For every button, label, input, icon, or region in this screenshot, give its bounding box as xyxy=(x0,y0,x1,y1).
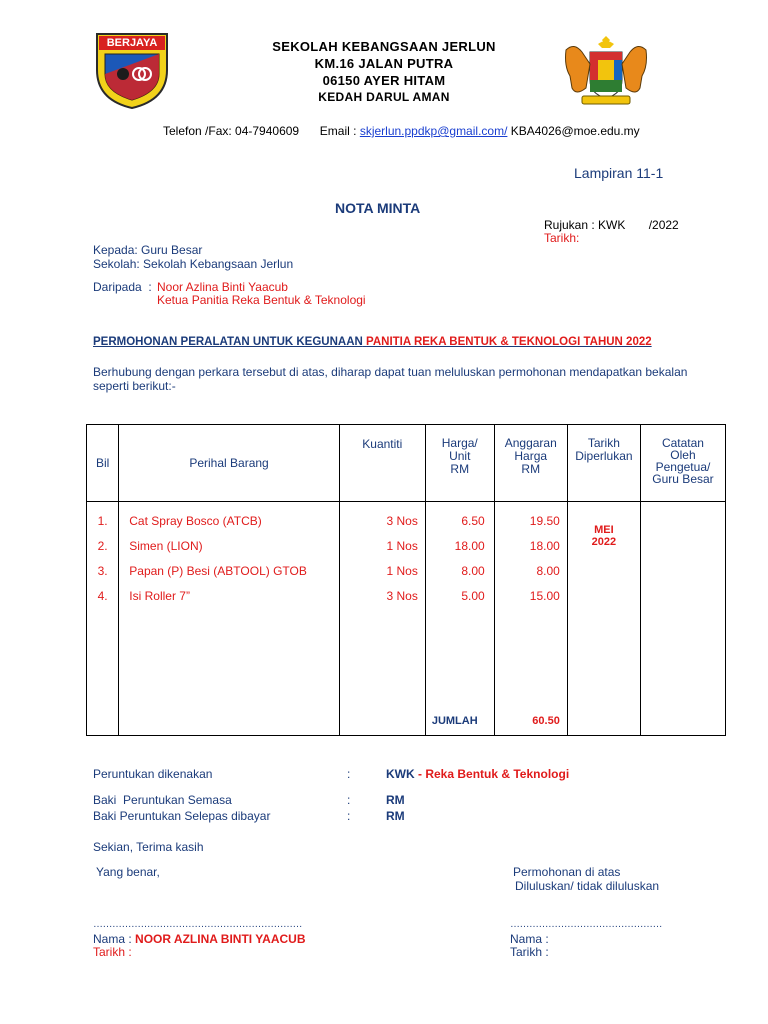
header-harga xyxy=(425,425,494,502)
header-perihal-text: Perihal Barang xyxy=(189,456,269,470)
baki-selepas-label: Baki Peruntukan Selepas dibayar xyxy=(93,809,271,823)
col-harga xyxy=(425,502,494,736)
row-4-item: Isi Roller 7” xyxy=(129,589,190,603)
subject-line xyxy=(93,336,652,348)
peruntukan-description: - Reka Bentuk & Teknologi xyxy=(418,767,570,781)
row-4-qty: 3 Nos xyxy=(386,589,418,603)
header-tarikh-2: Diperlukan xyxy=(575,449,633,463)
peruntukan-value xyxy=(386,767,569,781)
row-2-total: 18.00 xyxy=(529,539,560,553)
col-perihal xyxy=(119,502,340,736)
items-table xyxy=(86,424,726,736)
approval-line-1: Permohonan di atas xyxy=(513,865,621,879)
document-title: NOTA MINTA xyxy=(335,200,421,216)
sekian: Sekian, Terima kasih xyxy=(93,840,204,854)
baki-semasa-colon: : xyxy=(347,793,351,807)
header-kuantiti-text: Kuantiti xyxy=(362,437,403,451)
email-link-1[interactable]: skjerlun.ppdkp@gmail.com/ xyxy=(359,124,508,138)
signature-dots-right: ………………………………………… xyxy=(510,919,662,930)
school-address-2: 06150 AYER HITAM xyxy=(322,73,446,88)
nama-left-value: NOOR AZLINA BINTI YAACUB xyxy=(135,932,306,946)
crest-logo-text: BERJAYA xyxy=(106,37,158,49)
date-needed-year: 2022 xyxy=(591,536,617,548)
row-2-unit: 18.00 xyxy=(454,539,485,553)
school-address-3: KEDAH DARUL AMAN xyxy=(318,90,450,104)
row-4-unit: 5.00 xyxy=(461,589,485,603)
row-3-total: 8.00 xyxy=(536,564,560,578)
header-bil xyxy=(87,425,119,502)
header-anggaran-3: RM xyxy=(521,462,541,476)
row-3-qty: 1 Nos xyxy=(386,564,418,578)
intro-line-1: Berhubung dengan perkara tersebut di atas, diharap dapat tuan meluluskan permohonan mendapatkan bekalan xyxy=(93,365,688,379)
daripada-name: Noor Azlina Binti Yaacub xyxy=(157,280,288,294)
nama-left xyxy=(93,932,305,946)
row-2-bil: 2. xyxy=(97,539,108,553)
header-harga-2: Unit xyxy=(449,449,471,463)
header-bil-text: Bil xyxy=(95,456,110,470)
school-name: SEKOLAH KEBANGSAAN JERLUN xyxy=(272,39,496,54)
sekolah: Sekolah: Sekolah Kebangsaan Jerlun xyxy=(93,257,294,271)
header-anggaran-1: Anggaran xyxy=(504,436,557,450)
row-3-bil: 3. xyxy=(97,564,108,578)
yang-benar: Yang benar, xyxy=(96,865,160,879)
col-kuantiti xyxy=(339,502,425,736)
table-body-row xyxy=(87,502,726,736)
tarikh-doc: Tarikh: xyxy=(544,231,580,245)
row-3-unit: 8.00 xyxy=(461,564,485,578)
header-catatan xyxy=(640,425,725,502)
jumlah-value: 60.50 xyxy=(532,715,560,727)
peruntukan-colon: : xyxy=(347,767,351,781)
header-tarikh xyxy=(567,425,640,502)
header-catatan-1: Catatan xyxy=(661,436,704,450)
col-catatan xyxy=(640,502,725,736)
tarikh-right: Tarikh : xyxy=(510,945,549,959)
nama-right: Nama : xyxy=(510,932,549,946)
contact-line xyxy=(163,124,640,138)
baki-semasa-value: RM xyxy=(386,793,405,807)
intro-line-2: seperti berikut:- xyxy=(93,379,176,393)
rujukan: Rujukan : KWK /2022 xyxy=(544,218,679,232)
row-2-qty: 1 Nos xyxy=(386,539,418,553)
jumlah-label: JUMLAH xyxy=(431,715,478,727)
row-1-bil: 1. xyxy=(97,514,108,528)
header-anggaran xyxy=(494,425,567,502)
col-bil xyxy=(87,502,119,736)
lampiran-label: Lampiran 11-1 xyxy=(574,165,664,181)
peruntukan-code: KWK xyxy=(386,767,415,781)
header-harga-3: RM xyxy=(450,462,470,476)
header-kuantiti xyxy=(339,425,425,502)
row-1-total: 19.50 xyxy=(529,514,560,528)
header-catatan-3: Pengetua/ xyxy=(655,460,711,474)
approval-line-2: Diluluskan/ tidak diluluskan xyxy=(515,879,660,893)
email-2: KBA4026@moe.edu.my xyxy=(510,124,640,138)
daripada-label: Daripada : xyxy=(93,280,152,294)
col-anggaran xyxy=(494,502,567,736)
baki-selepas-value: RM xyxy=(386,809,405,823)
subject-part-a: PERMOHONAN PERALATAN UNTUK KEGUNAAN xyxy=(93,336,363,348)
row-1-unit: 6.50 xyxy=(461,514,485,528)
table-header-row xyxy=(87,425,726,502)
row-2-item: Simen (LION) xyxy=(129,539,203,553)
tarikh-left: Tarikh : xyxy=(93,945,132,959)
col-tarikh xyxy=(567,502,640,736)
school-address-1: KM.16 JALAN PUTRA xyxy=(314,56,454,71)
header-catatan-2: Oleh xyxy=(670,448,696,462)
kepada: Kepada: Guru Besar xyxy=(93,243,203,257)
peruntukan-label: Peruntukan dikenakan xyxy=(93,767,213,781)
header-anggaran-2: Harga xyxy=(514,449,548,463)
baki-selepas-colon: : xyxy=(347,809,351,823)
row-1-qty: 3 Nos xyxy=(386,514,418,528)
row-4-bil: 4. xyxy=(97,589,108,603)
subject-part-b: PANITIA REKA BENTUK & TEKNOLOGI TAHUN 2022 xyxy=(366,336,652,348)
header-perihal xyxy=(119,425,340,502)
header-tarikh-1: Tarikh xyxy=(587,436,620,450)
row-4-total: 15.00 xyxy=(529,589,560,603)
row-3-item: Papan (P) Besi (ABTOOL) GTOB xyxy=(129,564,307,578)
signature-dots-left: ………………………………………………………… xyxy=(93,919,302,930)
daripada-role: Ketua Panitia Reka Bentuk & Teknologi xyxy=(157,293,366,307)
date-needed-month: MEI xyxy=(594,524,614,536)
nama-left-label: Nama : xyxy=(93,932,132,946)
row-1-item: Cat Spray Bosco (ATCB) xyxy=(129,514,262,528)
email-label: Email : xyxy=(319,124,357,138)
baki-semasa-label: Baki Peruntukan Semasa xyxy=(93,793,232,807)
header-catatan-4: Guru Besar xyxy=(652,472,714,486)
phone-fax: Telefon /Fax: 04-7940609 xyxy=(163,124,300,138)
header-harga-1: Harga/ xyxy=(441,436,478,450)
